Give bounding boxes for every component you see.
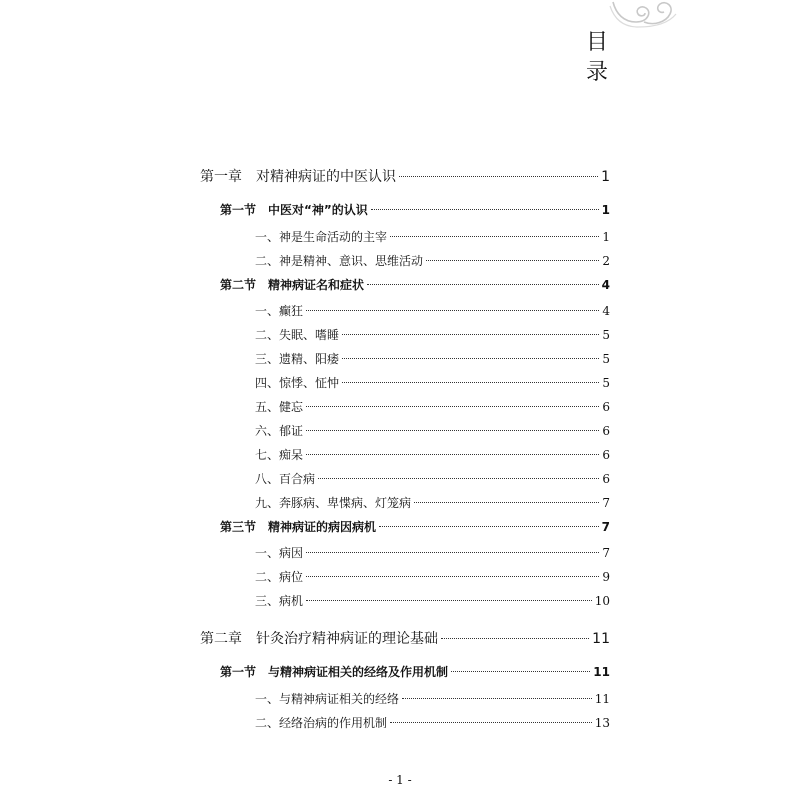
toc-entry-label: 三、病机	[255, 594, 304, 608]
toc-entry-item	[255, 252, 610, 269]
toc-entry-section	[220, 201, 610, 218]
toc-entry-chapter	[200, 166, 610, 186]
toc-entry-page: 13	[594, 716, 610, 730]
toc-title-char-1: 目	[585, 30, 608, 55]
toc-dot-leader	[306, 454, 599, 455]
toc-dot-leader	[306, 576, 599, 577]
toc-entry-page: 6	[602, 424, 610, 438]
toc-dot-leader	[390, 722, 592, 723]
toc-entry-page: 11	[592, 631, 610, 647]
toc-dot-leader	[306, 430, 599, 431]
toc-title-char-2: 录	[585, 60, 608, 85]
toc-entry-item	[255, 398, 610, 415]
toc-entry-section	[220, 663, 610, 680]
toc-title	[582, 28, 612, 88]
toc-entry-page: 7	[601, 520, 610, 534]
toc-dot-leader	[426, 260, 599, 261]
toc-entry-label: 一、神是生命活动的主宰	[255, 230, 388, 244]
toc-dot-leader	[371, 209, 599, 210]
toc-entry-item	[255, 446, 610, 463]
toc-entry-page: 10	[594, 594, 610, 608]
toc-entry-label: 第一节 与精神病证相关的经络及作用机制	[220, 665, 449, 679]
toc-entry-label: 二、失眠、嗜睡	[255, 328, 340, 342]
toc-dot-leader	[306, 310, 599, 311]
toc-dot-leader	[318, 478, 599, 479]
toc-entry-item	[255, 714, 610, 731]
toc-entry-label: 第二节 精神病证名和症状	[220, 278, 365, 292]
toc-entry-item	[255, 494, 610, 511]
toc-entry-label: 第三节 精神病证的病因病机	[220, 520, 377, 534]
toc-dot-leader	[441, 638, 589, 639]
toc-dot-leader	[306, 552, 599, 553]
toc-entry-label: 二、神是精神、意识、思维活动	[255, 254, 424, 268]
toc-entry-item	[255, 422, 610, 439]
toc-entry-item	[255, 568, 610, 585]
toc-entry-section	[220, 518, 610, 535]
toc-entry-page: 7	[602, 546, 610, 560]
toc-entry-item	[255, 374, 610, 391]
toc-dot-leader	[399, 176, 598, 177]
toc-dot-leader	[306, 600, 592, 601]
toc-dot-leader	[451, 671, 590, 672]
toc-entry-label: 八、百合病	[255, 472, 316, 486]
toc-entry-label: 五、健忘	[255, 400, 304, 414]
toc-entry-page: 4	[601, 278, 610, 292]
toc-entry-page: 1	[601, 169, 610, 185]
toc-entry-page: 11	[593, 665, 610, 679]
toc-entry-page: 6	[602, 448, 610, 462]
toc-dot-leader	[414, 502, 599, 503]
toc-entry-chapter	[200, 628, 610, 648]
toc-entry-item	[255, 592, 610, 609]
toc-entry-item	[255, 228, 610, 245]
page-number: - 1 -	[388, 773, 412, 787]
toc-entry-page: 1	[602, 230, 610, 244]
toc-entry-item	[255, 544, 610, 561]
toc-entry-label: 九、奔豚病、卑惵病、灯笼病	[255, 496, 412, 510]
toc-entry-label: 一、病因	[255, 546, 304, 560]
toc-entry-page: 6	[602, 472, 610, 486]
toc-dot-leader	[390, 236, 599, 237]
toc-entry-label: 七、痴呆	[255, 448, 304, 462]
toc-entry-label: 第二章 针灸治疗精神病证的理论基础	[200, 631, 438, 647]
toc-entry-label: 第一章 对精神病证的中医认识	[200, 169, 396, 185]
toc-dot-leader	[342, 358, 599, 359]
toc-dot-leader	[402, 698, 592, 699]
toc-dot-leader	[342, 382, 599, 383]
toc-entry-page: 2	[602, 254, 610, 268]
toc-dot-leader	[379, 526, 599, 527]
decorative-cloud-ornament	[608, 0, 678, 30]
toc-dot-leader	[306, 406, 599, 407]
toc-entry-label: 四、惊悸、怔忡	[255, 376, 340, 390]
toc-dot-leader	[367, 284, 599, 285]
toc-entry-page: 11	[594, 692, 610, 706]
toc-entry-page: 6	[602, 400, 610, 414]
toc-entry-label: 一、与精神病证相关的经络	[255, 692, 400, 706]
toc-entry-item	[255, 326, 610, 343]
toc-entry-item	[255, 350, 610, 367]
toc-entry-page: 5	[602, 352, 610, 366]
toc-entry-page: 4	[602, 304, 610, 318]
toc-entry-page: 1	[601, 203, 610, 217]
toc-entry-label: 二、经络治病的作用机制	[255, 716, 388, 730]
toc-entry-label: 一、癫狂	[255, 304, 304, 318]
toc-dot-leader	[342, 334, 599, 335]
toc-entry-item	[255, 470, 610, 487]
toc-entry-item	[255, 690, 610, 707]
toc-entry-label: 三、遗精、阳痿	[255, 352, 340, 366]
toc-entry-label: 六、郁证	[255, 424, 304, 438]
toc-entry-page: 7	[602, 496, 610, 510]
toc-entry-page: 5	[602, 328, 610, 342]
toc-entry-label: 二、病位	[255, 570, 304, 584]
toc-entry-item	[255, 302, 610, 319]
toc-entry-label: 第一节 中医对“神”的认识	[220, 203, 368, 217]
toc-entry-page: 5	[602, 376, 610, 390]
toc-entry-section	[220, 276, 610, 293]
toc-entry-page: 9	[602, 570, 610, 584]
